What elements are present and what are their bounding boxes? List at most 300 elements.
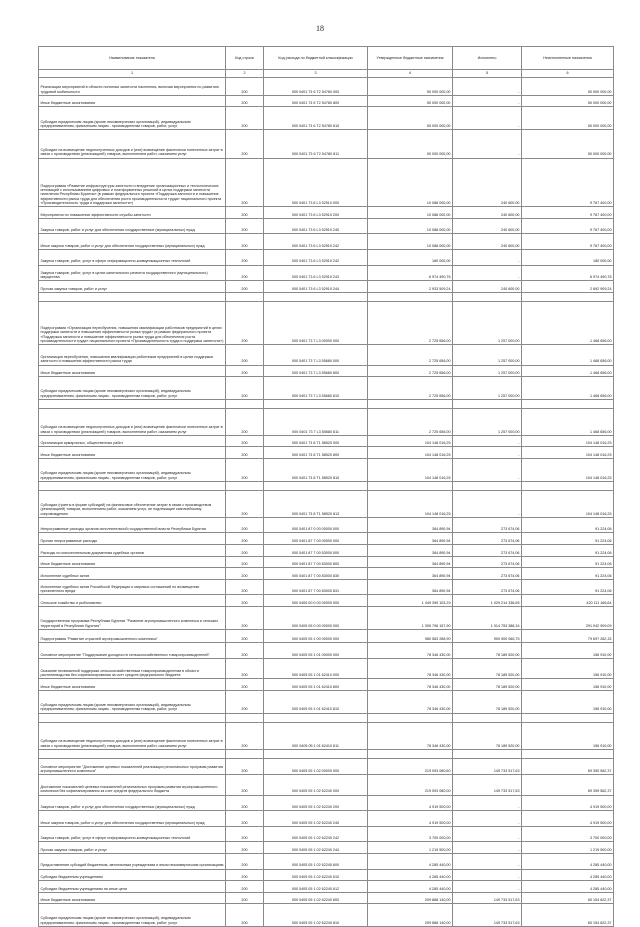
row-executed-cell: 78 189 520,00	[453, 658, 522, 679]
row-code-cell: 200	[226, 723, 264, 750]
row-unexecuted-cell: 3 700 000,00	[522, 826, 614, 842]
table-body	[39, 78, 614, 927]
row-approved-cell: 180 000,00	[368, 249, 453, 265]
table-row	[39, 435, 614, 447]
row-executed-cell: -	[453, 459, 522, 482]
table-row	[39, 265, 614, 281]
row-unexecuted-cell: 1 219 500,00	[522, 842, 614, 854]
row-code-cell: 200	[226, 595, 264, 607]
row-code-cell: 200	[226, 568, 264, 580]
row-executed-cell: -	[453, 826, 522, 842]
row-approved-cell: 364 890,94	[368, 556, 453, 568]
row-approved-cell: 219 093 080,60	[368, 759, 453, 775]
row-name-cell: Основное мероприятие "Поддержание доходности сельскохозяйственных товаропроизводителей"	[39, 643, 226, 659]
row-executed-cell: -	[453, 881, 522, 893]
row-unexecuted-cell: 50 000 000,00	[522, 95, 614, 107]
row-unexecuted-cell: 1 468 656,00	[522, 377, 614, 400]
row-code-cell: 200	[226, 281, 264, 293]
row-approved-cell: 364 890,94	[368, 568, 453, 580]
spacer-cell	[368, 713, 453, 723]
row-name-cell: Исполнение судебных актов Российской Федерации и мировых соглашений по возмещению причиненного вреда	[39, 579, 226, 595]
table-row	[39, 344, 614, 365]
row-classification-cell: 000 0405 05 1 02 62240 600	[264, 853, 368, 869]
row-classification-cell: 000 0401 73 6 L3 52910 244	[264, 281, 368, 293]
spacer-cell	[226, 292, 264, 302]
row-unexecuted-cell: 69 359 562,37	[522, 774, 614, 795]
row-name-cell: Мероприятия по повышению эффективности службы занятости	[39, 207, 226, 219]
row-unexecuted-cell: 91 224,06	[522, 556, 614, 568]
row-code-cell: 200	[226, 265, 264, 281]
row-name-cell: Расходы по исполнительным документам судебных органов	[39, 545, 226, 557]
header-unexecuted: Неисполненные назначения	[522, 47, 614, 70]
row-unexecuted-cell: 291 042 909,09	[522, 607, 614, 630]
table-row	[39, 365, 614, 377]
row-classification-cell: 000 0401 73 6 L3 52910 242	[264, 234, 368, 250]
row-unexecuted-cell: 104 148 016,25	[522, 459, 614, 482]
row-code-cell: 200	[226, 207, 264, 219]
row-approved-cell: 50 000 000,00	[368, 95, 453, 107]
spacer-cell	[453, 749, 522, 759]
row-code-cell: 200	[226, 826, 264, 842]
row-classification-cell: 000 0401 73 6 Т2 54780 811	[264, 129, 368, 158]
row-approved-cell: 2 933 509,24	[368, 281, 453, 293]
row-approved-cell: 364 890,94	[368, 517, 453, 533]
row-classification-cell: 000 0401 73 6 Т2 54780 800	[264, 95, 368, 107]
row-unexecuted-cell: 180 000,00	[522, 249, 614, 265]
column-number: 3	[264, 69, 368, 78]
row-executed-cell: -	[453, 447, 522, 459]
row-approved-cell: 209 888 140,00	[368, 904, 453, 927]
spacer-cell	[264, 749, 368, 759]
table-row	[39, 658, 614, 679]
spacer-cell	[453, 292, 522, 302]
row-approved-cell: 980 583 288,90	[368, 629, 453, 643]
row-approved-cell: 78 346 430,00	[368, 723, 453, 750]
spacer-cell	[522, 749, 614, 759]
row-classification-cell: 000 0401 73 7 L3 00000 000	[264, 302, 368, 345]
row-name-cell: Прочие непрограммные расходы	[39, 533, 226, 545]
table-row	[39, 881, 614, 893]
row-approved-cell: 364 890,94	[368, 545, 453, 557]
table-row	[39, 811, 614, 827]
row-unexecuted-cell: 9 767 400,00	[522, 158, 614, 207]
row-executed-cell: 240 600,00	[453, 218, 522, 234]
row-code-cell: 200	[226, 759, 264, 775]
row-name-cell: Закупка товаров, работ, услуг в сфере информационно-коммуникационных технологий	[39, 249, 226, 265]
row-approved-cell: 4 919 500,00	[368, 795, 453, 811]
row-approved-cell: 50 000 000,00	[368, 78, 453, 96]
row-executed-cell: 273 674,06	[453, 556, 522, 568]
row-unexecuted-cell: 50 000 000,00	[522, 107, 614, 130]
row-classification-cell: 000 0405 05 1 01 62410 000	[264, 658, 368, 679]
row-classification-cell: 000 0405 05 1 02 62240 800	[264, 892, 368, 904]
row-executed-cell: 78 189 520,00	[453, 679, 522, 691]
row-name-cell: Субсидии юридическим лицам (кроме некоммерческих организаций), индивидуальным предпринимателям, физическим лицам - производителям товаров, работ, услуг	[39, 904, 226, 927]
row-unexecuted-cell: 9 767 400,00	[522, 218, 614, 234]
row-name-cell: Субсидии (гранты в форме субсидий) на финансовое обеспечение затрат в связи с производством (реализацией) товаров, выполнением работ, оказанием услуг, не подлежащие казначейскому сопровождению	[39, 491, 226, 518]
table-spacer-row	[39, 713, 614, 723]
row-classification-cell: 000 0401 87 7 00 83000 831	[264, 579, 368, 595]
table-row	[39, 904, 614, 927]
row-name-cell: Прочая закупка товаров, работ и услуг	[39, 842, 226, 854]
row-code-cell: 200	[226, 579, 264, 595]
table-row	[39, 491, 614, 518]
row-code-cell: 200	[226, 774, 264, 795]
row-classification-cell: 000 0401 73 8 Т1 58520 813	[264, 491, 368, 518]
column-number: 1	[39, 69, 226, 78]
row-classification-cell: 000 0401 73 6 Т2 54780 810	[264, 107, 368, 130]
row-name-cell: Иные бюджетные ассигнования	[39, 95, 226, 107]
row-approved-cell: 3 700 000,00	[368, 826, 453, 842]
table-row	[39, 78, 614, 96]
row-name-cell: Закупка товаров, работ, услуг в сфере информационно-коммуникационных технологий	[39, 826, 226, 842]
row-code-cell: 200	[226, 459, 264, 482]
row-executed-cell: -	[453, 95, 522, 107]
row-executed-cell: -	[453, 853, 522, 869]
row-executed-cell: -	[453, 107, 522, 130]
row-unexecuted-cell: 4 285 440,00	[522, 881, 614, 893]
row-name-cell: Субсидии юридическим лицам (кроме некоммерческих организаций), индивидуальным предпринимателям, физическим лицам - производителям товаров, работ, услуг	[39, 459, 226, 482]
row-approved-cell: 4 285 440,00	[368, 869, 453, 881]
budget-execution-table	[38, 46, 614, 927]
row-classification-cell: 000 0405 05 1 02 62240 810	[264, 904, 368, 927]
row-executed-cell: 1 257 000,00	[453, 302, 522, 345]
row-unexecuted-cell: 156 910,00	[522, 723, 614, 750]
row-approved-cell: 4 285 440,00	[368, 853, 453, 869]
row-approved-cell: 78 346 430,00	[368, 679, 453, 691]
table-row	[39, 607, 614, 630]
table-row	[39, 579, 614, 595]
row-code-cell: 200	[226, 302, 264, 345]
row-code-cell: 200	[226, 218, 264, 234]
row-approved-cell: 2 725 656,00	[368, 344, 453, 365]
table-row	[39, 690, 614, 713]
row-name-cell: Предоставление субсидий бюджетным, автономным учреждениям и иным некоммерческим организациям	[39, 853, 226, 869]
column-number-row	[39, 69, 614, 78]
row-approved-cell: 10 088 000,00	[368, 207, 453, 219]
table-row	[39, 795, 614, 811]
table-row	[39, 234, 614, 250]
row-approved-cell: 104 148 016,25	[368, 447, 453, 459]
row-name-cell: Субсидии на возмещение недополученных доходов и (или) возмещение фактически понесенных затрат в связи с производством (реализацией) товаров, выполнением работ, оказанием услуг	[39, 129, 226, 158]
row-executed-cell: 149 733 517,63	[453, 774, 522, 795]
row-executed-cell: 149 733 517,63	[453, 892, 522, 904]
row-executed-cell: -	[453, 435, 522, 447]
header-classification: Код расхода по бюджетной классификации	[264, 47, 368, 70]
table-row	[39, 723, 614, 750]
row-classification-cell: 000 0405 05 1 01 62410 810	[264, 690, 368, 713]
row-classification-cell: 000 0405 05 1 02 62240 200	[264, 795, 368, 811]
row-unexecuted-cell: 50 000 000,00	[522, 78, 614, 96]
row-approved-cell: 364 890,94	[368, 579, 453, 595]
row-code-cell: 200	[226, 447, 264, 459]
row-code-cell: 200	[226, 607, 264, 630]
table-row	[39, 842, 614, 854]
spacer-cell	[39, 481, 226, 491]
row-classification-cell: 000 0401 73 6 L3 52910 200	[264, 207, 368, 219]
row-unexecuted-cell: 4 919 500,00	[522, 811, 614, 827]
row-approved-cell: 2 725 656,00	[368, 365, 453, 377]
table-row	[39, 207, 614, 219]
table-row	[39, 95, 614, 107]
row-code-cell: 200	[226, 158, 264, 207]
table-row	[39, 302, 614, 345]
row-executed-cell: 273 674,06	[453, 568, 522, 580]
row-approved-cell: 1 305 796 157,90	[368, 607, 453, 630]
table-row	[39, 129, 614, 158]
row-name-cell: Субсидии юридическим лицам (кроме некоммерческих организаций), индивидуальным предпринимателям, физическим лицам - производителям товаров, работ, услуг	[39, 377, 226, 400]
row-executed-cell: 1 257 000,00	[453, 344, 522, 365]
table-row	[39, 853, 614, 869]
row-code-cell: 200	[226, 435, 264, 447]
row-code-cell: 200	[226, 643, 264, 659]
row-executed-cell: 149 733 517,63	[453, 904, 522, 927]
row-executed-cell: 240 600,00	[453, 234, 522, 250]
row-executed-cell: 78 189 520,00	[453, 643, 522, 659]
row-approved-cell: 2 725 656,00	[368, 302, 453, 345]
row-name-cell: Субсидии юридическим лицам (кроме некоммерческих организаций), индивидуальным предпринимателям, физическим лицам - производителям товаров, работ, услуг	[39, 107, 226, 130]
row-executed-cell: 240 600,00	[453, 207, 522, 219]
row-name-cell: Прочая закупка товаров, работ и услуг	[39, 281, 226, 293]
row-name-cell: Подпрограмма "Развитие отраслей агропромышленного комплекса"	[39, 629, 226, 643]
row-executed-cell: 240 600,00	[453, 158, 522, 207]
spacer-cell	[453, 713, 522, 723]
table-spacer-row	[39, 292, 614, 302]
row-executed-cell: 1 257 000,00	[453, 377, 522, 400]
row-classification-cell: 000 0401 73 7 L3 55680 811	[264, 409, 368, 436]
row-code-cell: 200	[226, 234, 264, 250]
spacer-cell	[522, 292, 614, 302]
row-classification-cell: 000 0401 73 6 L3 52910 242	[264, 249, 368, 265]
row-executed-cell: 78 189 520,00	[453, 723, 522, 750]
table-row	[39, 533, 614, 545]
row-executed-cell: 78 189 520,00	[453, 690, 522, 713]
row-approved-cell: 78 346 430,00	[368, 658, 453, 679]
table-row	[39, 556, 614, 568]
row-code-cell: 200	[226, 658, 264, 679]
row-code-cell: 200	[226, 78, 264, 96]
row-classification-cell: 000 0401 73 8 Т1 58520 800	[264, 447, 368, 459]
row-approved-cell: 50 000 000,00	[368, 107, 453, 130]
row-approved-cell: 6 974 490,76	[368, 265, 453, 281]
row-executed-cell: -	[453, 491, 522, 518]
row-executed-cell: -	[453, 129, 522, 158]
row-name-cell: Подпрограмма «Организация переобучения, повышения квалификации работников предприятий в целях поддержки занятости и повышения эффективности рынка труда» (в рамках федерального проекта «Поддержка занятости и повышение эффективности рынка труда для обеспечения роста производительности труда» национального проекта «Производительность труда и поддержка занятости»)	[39, 302, 226, 345]
row-executed-cell: -	[453, 265, 522, 281]
row-unexecuted-cell: 156 910,00	[522, 679, 614, 691]
table-row	[39, 107, 614, 130]
row-unexecuted-cell: 420 111 166,64	[522, 595, 614, 607]
row-code-cell: 200	[226, 556, 264, 568]
row-unexecuted-cell: 156 910,00	[522, 643, 614, 659]
spacer-cell	[264, 292, 368, 302]
row-executed-cell: -	[453, 842, 522, 854]
row-classification-cell: 000 0401 73 6 L3 52910 243	[264, 265, 368, 281]
row-classification-cell: 000 0401 87 7 00 53000 000	[264, 545, 368, 557]
row-classification-cell: 000 0401 87 0 00 00000 000	[264, 517, 368, 533]
row-classification-cell: 000 0401 73 7 L3 55680 810	[264, 377, 368, 400]
row-code-cell: 200	[226, 95, 264, 107]
table-row	[39, 545, 614, 557]
row-classification-cell: 000 0405 05 1 02 62240 244	[264, 842, 368, 854]
row-classification-cell: 000 0405 05 1 02 62240 242	[264, 826, 368, 842]
row-classification-cell: 000 0405 05 1 02 00000 000	[264, 759, 368, 775]
row-approved-cell: 104 148 016,25	[368, 435, 453, 447]
row-name-cell: Оказание несвязанной поддержки сельскохозяйственным товаропроизводителям в области растениеводства без софинансирования за счет средств федерального бюджета	[39, 658, 226, 679]
row-approved-cell: 4 919 500,00	[368, 811, 453, 827]
row-code-cell: 200	[226, 842, 264, 854]
row-code-cell: 200	[226, 629, 264, 643]
row-name-cell: Иные закупки товаров, работ и услуг для обеспечения государственных (муниципальных) нужд	[39, 234, 226, 250]
row-unexecuted-cell: 104 148 016,25	[522, 491, 614, 518]
row-approved-cell: 2 725 656,00	[368, 409, 453, 436]
row-executed-cell: 1 029 214 336,65	[453, 595, 522, 607]
row-classification-cell: 000 0401 73 6 L3 52910 240	[264, 218, 368, 234]
row-unexecuted-cell: 91 224,06	[522, 568, 614, 580]
row-name-cell: Субсидии юридическим лицам (кроме некоммерческих организаций), индивидуальным предпринимателям, физическим лицам - производителям товаров, работ, услуг	[39, 690, 226, 713]
row-name-cell: Субсидии бюджетным учреждениям	[39, 869, 226, 881]
spacer-cell	[522, 481, 614, 491]
row-executed-cell: 1 014 753 388,34	[453, 607, 522, 630]
row-unexecuted-cell: 1 468 656,00	[522, 344, 614, 365]
row-name-cell: Непрограммные расходы органов исполнительной государственной власти Республики Бурятия	[39, 517, 226, 533]
table-row	[39, 869, 614, 881]
row-executed-cell: 273 674,06	[453, 579, 522, 595]
row-unexecuted-cell: 60 154 622,37	[522, 904, 614, 927]
header-approved: Утвержденные бюджетные назначения	[368, 47, 453, 70]
row-name-cell: Иные бюджетные ассигнования	[39, 679, 226, 691]
row-unexecuted-cell: 1 468 656,00	[522, 409, 614, 436]
column-number: 6	[522, 69, 614, 78]
row-approved-cell: 1 219 500,00	[368, 842, 453, 854]
row-unexecuted-cell: 60 154 622,37	[522, 892, 614, 904]
row-unexecuted-cell: 104 148 016,25	[522, 435, 614, 447]
row-classification-cell: 000 0401 73 8 Т1 58520 810	[264, 459, 368, 482]
table-row	[39, 158, 614, 207]
row-name-cell: Организация ярмарочных, общественных работ	[39, 435, 226, 447]
row-name-cell: Иные бюджетные ассигнования	[39, 556, 226, 568]
row-approved-cell: 219 093 080,00	[368, 774, 453, 795]
row-classification-cell: 000 0405 05 1 01 62410 811	[264, 723, 368, 750]
row-name-cell: Организация переобучения, повышения квалификации работников предприятий в целях поддержки занятости и повышения эффективности рынка труда	[39, 344, 226, 365]
spacer-cell	[39, 292, 226, 302]
spacer-cell	[39, 399, 226, 409]
table-header-row	[39, 47, 614, 70]
row-name-cell: Государственная программа Республики Бурятия "Развитие агропромышленного комплекса и сельских территорий в Республике Бурятия"	[39, 607, 226, 630]
row-code-cell: 200	[226, 491, 264, 518]
row-name-cell: Закупка товаров, работ и услуг для обеспечения государственных (муниципальных) нужд	[39, 218, 226, 234]
row-name-cell: Субсидии на возмещение недополученных доходов и (или) возмещение фактически понесенных затрат в связи с производством (реализацией) товаров, выполнением работ, оказанием услуг	[39, 409, 226, 436]
row-code-cell: 200	[226, 129, 264, 158]
row-name-cell: Субсидии на возмещение недополученных доходов и (или) возмещение фактически понесенных затрат в связи с производством (реализацией) товаров, выполнением работ, оказанием услуг	[39, 723, 226, 750]
row-classification-cell: 000 0405 05 1 02 62240 000	[264, 774, 368, 795]
row-name-cell: Иные бюджетные ассигнования	[39, 892, 226, 904]
spacer-cell	[264, 399, 368, 409]
row-code-cell: 200	[226, 344, 264, 365]
row-approved-cell: 209 888 140,00	[368, 892, 453, 904]
row-unexecuted-cell: 9 767 400,00	[522, 234, 614, 250]
row-unexecuted-cell: 91 224,06	[522, 579, 614, 595]
spacer-cell	[226, 399, 264, 409]
table-spacer-row	[39, 481, 614, 491]
row-code-cell: 200	[226, 795, 264, 811]
row-unexecuted-cell: 91 224,06	[522, 545, 614, 557]
row-approved-cell: 78 346 430,00	[368, 643, 453, 659]
row-code-cell: 200	[226, 892, 264, 904]
row-name-cell: Исполнение судебных актов	[39, 568, 226, 580]
row-executed-cell: -	[453, 869, 522, 881]
table-spacer-row	[39, 399, 614, 409]
row-classification-cell: 000 0405 05 1 01 00000 000	[264, 643, 368, 659]
row-code-cell: 200	[226, 545, 264, 557]
row-code-cell: 200	[226, 853, 264, 869]
row-name-cell: Субсидии бюджетным учреждениям на иные цели	[39, 881, 226, 893]
row-classification-cell: 000 0405 00 0 00 00000 000	[264, 595, 368, 607]
spacer-cell	[453, 481, 522, 491]
row-unexecuted-cell: 91 224,06	[522, 517, 614, 533]
row-approved-cell: 50 000 000,00	[368, 129, 453, 158]
row-approved-cell: 4 285 440,00	[368, 881, 453, 893]
row-approved-cell: 104 148 016,25	[368, 459, 453, 482]
table-row	[39, 447, 614, 459]
row-unexecuted-cell: 156 910,00	[522, 690, 614, 713]
table-row	[39, 218, 614, 234]
row-classification-cell: 000 0401 73 6 L3 52910 000	[264, 158, 368, 207]
row-classification-cell: 000 0405 05 1 02 62240 610	[264, 869, 368, 881]
row-name-cell: Подпрограмма «Развитие инфраструктуры занятости и внедрение организационных и технологических инноваций с использованием цифровых и платформенных решений в целях поддержки занятости населения Республики Бурятия» (в рамках федерального проекта «Поддержка занятости и повышение эффективности рынка труда для обеспечения роста производительности труда» национального проекта «Производительность труда и поддержка занятости»)	[39, 158, 226, 207]
row-executed-cell: -	[453, 795, 522, 811]
table-row	[39, 826, 614, 842]
table-row	[39, 409, 614, 436]
header-name: Наименование показателя	[39, 47, 226, 70]
row-classification-cell: 000 0401 87 7 00 83000 830	[264, 568, 368, 580]
spacer-cell	[39, 713, 226, 723]
row-unexecuted-cell: 2 692 909,24	[522, 281, 614, 293]
spacer-cell	[39, 749, 226, 759]
spacer-cell	[522, 399, 614, 409]
row-approved-cell: 10 088 000,00	[368, 234, 453, 250]
row-unexecuted-cell: 79 697 262,33	[522, 629, 614, 643]
row-unexecuted-cell: 1 468 656,00	[522, 365, 614, 377]
table-row	[39, 281, 614, 293]
row-code-cell: 200	[226, 881, 264, 893]
spacer-cell	[264, 481, 368, 491]
spacer-cell	[453, 399, 522, 409]
row-unexecuted-cell: 91 224,06	[522, 533, 614, 545]
spacer-cell	[368, 292, 453, 302]
row-executed-cell: 149 733 517,63	[453, 759, 522, 775]
spacer-cell	[226, 749, 264, 759]
row-unexecuted-cell: 6 974 490,76	[522, 265, 614, 281]
row-executed-cell: -	[453, 78, 522, 96]
row-unexecuted-cell: 4 285 440,00	[522, 853, 614, 869]
row-unexecuted-cell: 4 919 500,00	[522, 795, 614, 811]
row-classification-cell: 000 0405 05 1 00 00000 000	[264, 629, 368, 643]
spacer-cell	[368, 749, 453, 759]
row-approved-cell: 10 088 000,00	[368, 218, 453, 234]
row-code-cell: 200	[226, 365, 264, 377]
row-name-cell: Достижение показателей целевых показателей региональных программ развития агропромышленного комплекса без софинансирования за счет средств федерального бюджета	[39, 774, 226, 795]
row-classification-cell: 000 0405 05 1 01 62410 800	[264, 679, 368, 691]
row-unexecuted-cell: 104 148 016,25	[522, 447, 614, 459]
spacer-cell	[522, 713, 614, 723]
row-executed-cell: 273 674,06	[453, 545, 522, 557]
row-classification-cell: 000 0405 05 1 02 62240 612	[264, 881, 368, 893]
row-unexecuted-cell: 1 468 656,00	[522, 302, 614, 345]
row-classification-cell: 000 0401 73 7 L3 55680 800	[264, 365, 368, 377]
row-name-cell: Иные бюджетные ассигнования	[39, 365, 226, 377]
row-approved-cell: 364 890,94	[368, 533, 453, 545]
